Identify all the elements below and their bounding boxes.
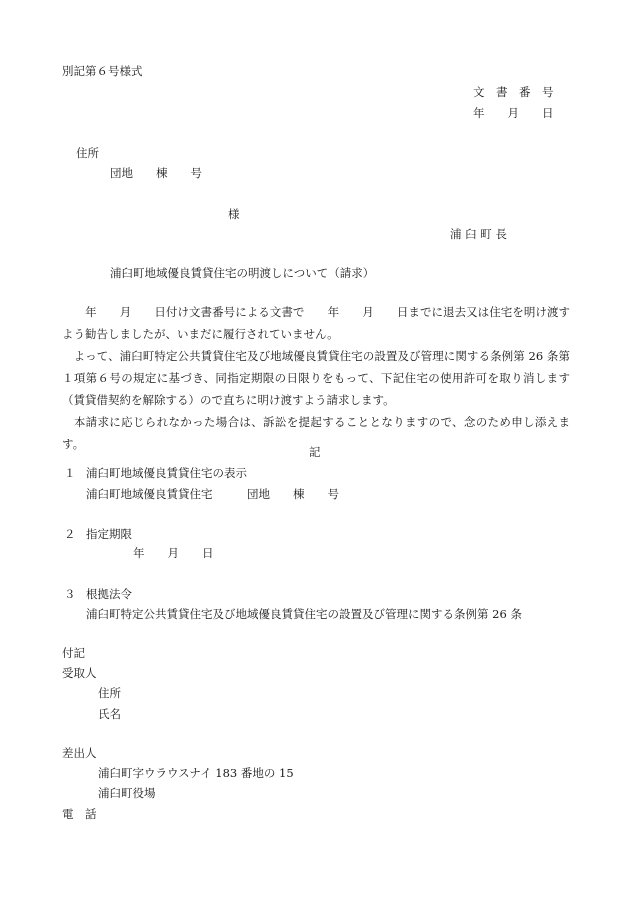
appendix-label: 付記 [62,646,85,660]
item-2-title: 指定期限 [86,527,132,541]
receiver-address-label: 住所 [98,686,121,700]
document-number-label: 文 書 番 号 [473,85,554,99]
item-2-number: ２ [64,527,76,541]
receiver-name-label: 氏名 [98,707,121,721]
item-2-detail: 年 月 日 [133,546,214,560]
sender-label: 差出人 [62,746,97,760]
body-paragraph-1: 年 月 日付け文書番号による文書で 年 月 日までに退去又は住宅を明け渡すよう勧告しましたが、いまだに履行されていません。 [62,305,570,341]
sender-address: 浦臼町字ウラウスナイ 183 番地の 15 [98,766,294,780]
sender-title: 浦 臼 町 長 [450,227,507,241]
sender-office: 浦臼町役場 [98,786,156,800]
item-3-number: ３ [64,587,76,601]
issue-date: 年 月 日 [473,106,554,120]
form-label: 別記第６号様式 [62,64,143,78]
address-label: 住所 [76,146,99,160]
subject-line: 浦臼町地域優良賃貸住宅の明渡しについて（請求） [110,266,375,280]
item-1-number: １ [64,466,76,480]
item-3-title: 根拠法令 [86,587,132,601]
body-paragraph-2: よって、浦臼町特定公共賃貸住宅及び地域優良賃貸住宅の設置及び管理に関する条例第 26 条第１項第６号の規定に基づき、同指定期限の日限りをもって、下記住宅の使用許可を取り消します（賃貸借契約を解除する）ので直ちに明け渡すよう請求します。 [62,349,570,407]
item-3-detail: 浦臼町特定公共賃貸住宅及び地域優良賃貸住宅の設置及び管理に関する条例第 26 条 [86,607,522,621]
item-1-detail: 浦臼町地域優良賃貸住宅 団地 棟 号 [86,487,339,501]
body-paragraph-3: 本請求に応じられなかった場合は、訴訟を提起することとなりますので、念のため申し添えます。 [62,415,570,451]
receiver-label: 受取人 [62,666,97,680]
recipient-honorific: 様 [228,207,240,221]
estate-line: 団地 棟 号 [110,166,202,180]
item-1-title: 浦臼町地域優良賃貸住宅の表示 [86,466,247,480]
ki-heading: 記 [309,445,321,459]
phone-label: 電 話 [62,807,97,821]
